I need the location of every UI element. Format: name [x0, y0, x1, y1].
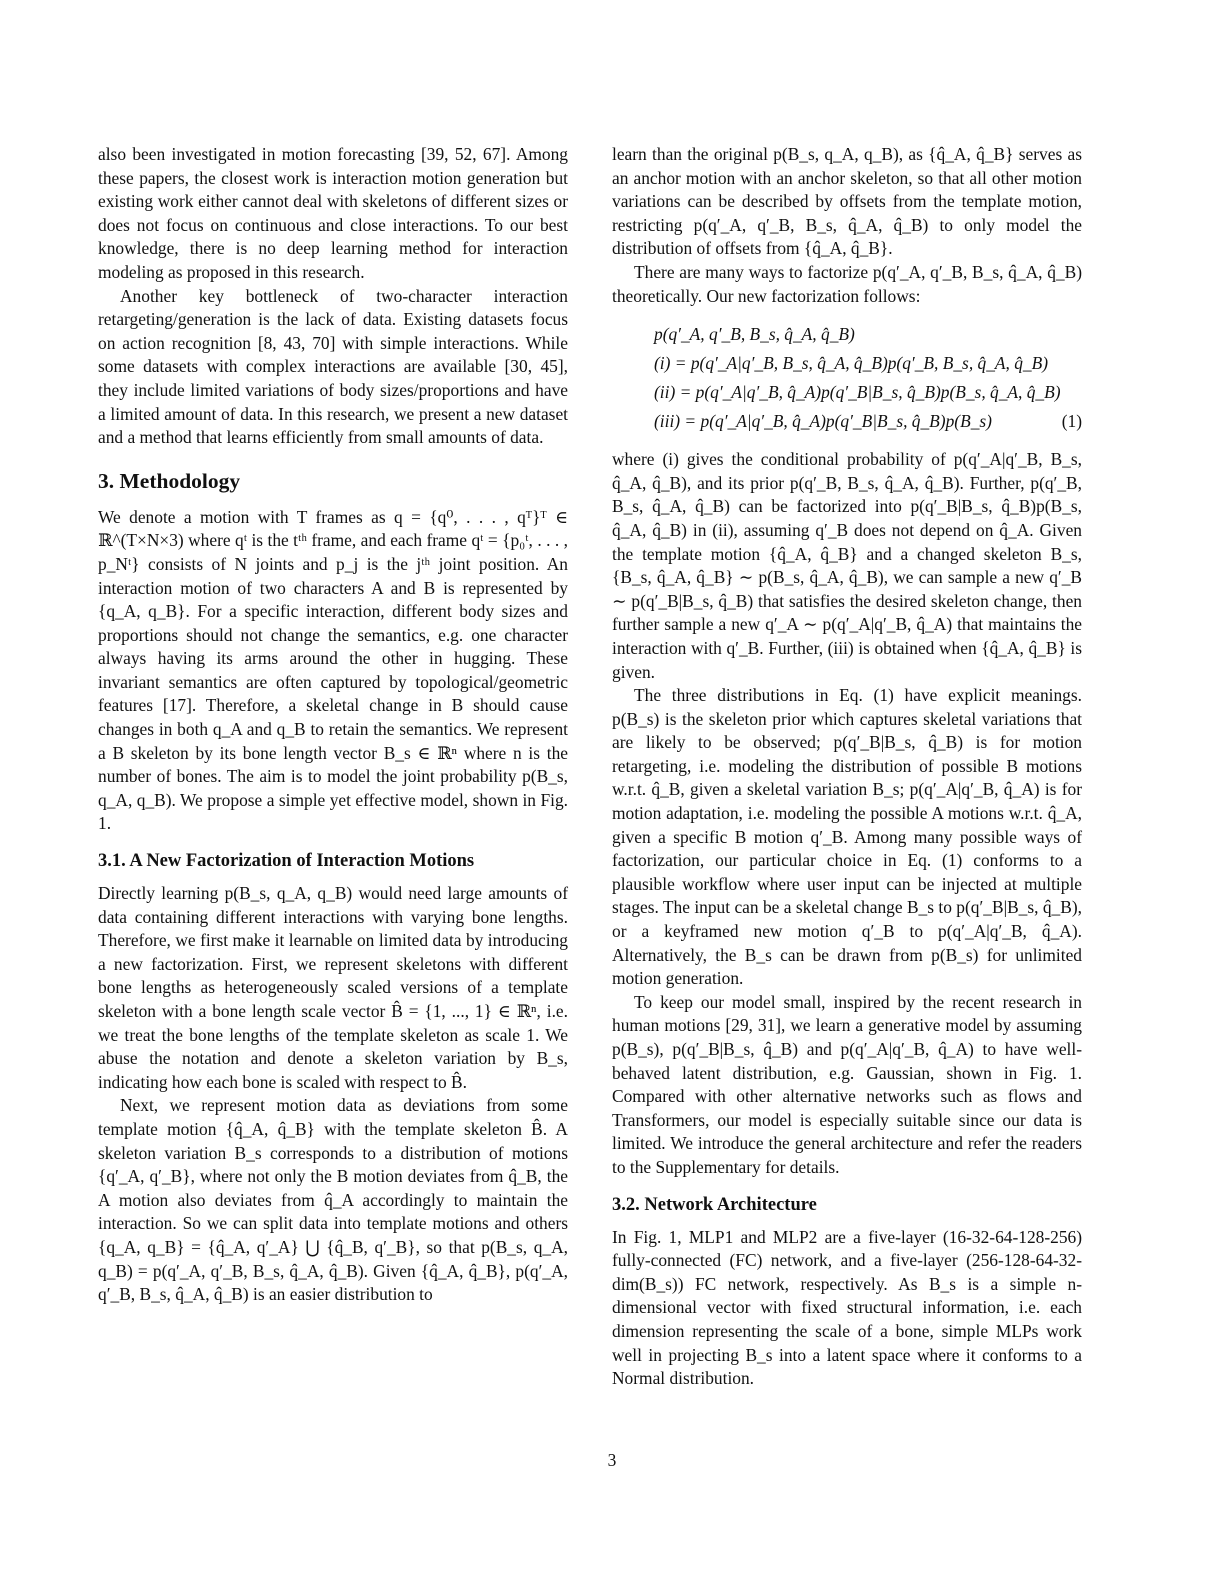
subsection-title: 3.1. A New Factorization of Interaction Motions [98, 851, 475, 872]
paragraph: To keep our model small, inspired by the recent research in human motions [29, 31], we learn a generative model by assuming p(B_s), p(q′_B|B_s, q̂_B) and p(q′_A|q′_B, q̂_A) to have well-behaved latent distribution, e.g. Gaussian, shown in Fig. 1. Compared with other alternative networks such as flows and Transformers, our model is especially suitable since our data is limited. We introduce the general architecture and refer the readers to the Supplementary for details. [612, 991, 1082, 1177]
paragraph: Another key bottleneck of two-character interaction retargeting/generation is the lack of data. Existing datasets focus on action recognition [8, 43, 70] with simple interactions. While some datasets with complex interactions are available [30, 45], they include limited variations of body sizes/proportions and have a limited amount of data. In this research, we present a new dataset and a method that learns efficiently from small amounts of data. [98, 285, 568, 448]
subsection-title: 3.2. Network Architecture [612, 1194, 817, 1215]
paragraph: The three distributions in Eq. (1) have explicit meanings. p(B_s) is the skeleton prior which captures skeletal variations that are likely to be observed; p(q′_B|B_s, q̂_B) is for motion retargeting, i.e. modeling the distribution of possible B motions w.r.t. q̂_B, given a skeletal variation B_s; p(q′_A|q′_B, q̂_A) is for motion adaptation, i.e. modeling the possible A motions w.r.t. q̂_A, given a specific B motion q′_B. Among many possible ways of factorization, our particular choice in Eq. (1) conforms to a plausible workflow where user input can be injected at multiple stages. The input can be a skeletal change B_s to p(q′_B|B_s, q̂_B), or a keyframed new motion q′_B to p(q′_A|q′_B, q̂_A). Alternatively, the B_s can be drawn from p(B_s) for unlimited motion generation. [612, 685, 1082, 989]
equation-line: p(q′_A, q′_B, B_s, q̂_A, q̂_B) [654, 324, 855, 345]
paragraph: learn than the original p(B_s, q_A, q_B), as {q̂_A, q̂_B} serves as an anchor motion with an anchor skeleton, so that all other motion variations can be described by offsets from the template motion, restricting p(q′_A, q′_B, B_s, q̂_A, q̂_B) to only model the distribution of offsets from {q̂_A, q̂_B}. [612, 144, 1082, 259]
paragraph: In Fig. 1, MLP1 and MLP2 are a five-layer (16-32-64-128-256) fully-connected (FC) network, and a five-layer (256-128-64-32-dim(B_s)) FC network, respectively. As B_s is a simple n-dimensional vector with fixed structural information, i.e. each dimension representing the scale of a bone, simple MLPs work well in projecting B_s into a latent space where it conforms to a Normal distribution. [612, 1226, 1082, 1389]
paragraph: We denote a motion with T frames as q = {q⁰, . . . , qᵀ}ᵀ ∈ ℝ^(T×N×3) where qᵗ is the tᵗʰ frame, and each frame qᵗ = {p₀ᵗ, . . . , p_Nᵗ} consists of N joints and p_j is the jᵗʰ joint position. An interaction motion of two characters A and B is represented by {q_A, q_B}. For a specific interaction, different body sizes and proportions should not change the semantics, e.g. one character always having its arms around the other in hugging. These invariant semantics are often captured by topological/geometric features [17]. Therefore, a skeletal change in B should cause changes in both q_A and q_B to retain the semantics. We represent a B skeleton by its bone length vector B_s ∈ ℝⁿ where n is the number of bones. The aim is to model the joint probability p(B_s, q_A, q_B). We propose a simple yet effective model, shown in Fig. 1. [98, 506, 568, 834]
page-number: 3 [607, 1450, 617, 1470]
equation-line-last [612, 407, 1082, 436]
left-column [98, 143, 568, 1307]
equation-text: (iii) = p(q′_A|q′_B, q̂_A)p(q′_B|B_s, q̂_B)p(B_s) [654, 411, 992, 432]
paragraph: Next, we represent motion data as deviations from some template motion {q̂_A, q̂_B} with the template skeleton B̂. A skeleton variation B_s corresponds to a distribution of motions {q′_A, q′_B}, where not only the B motion deviates from q̂_B, the A motion also deviates from q̂_A accordingly to maintain the interaction. So we can split data into template motions and others {q_A, q_B} = {q̂_A, q′_A} ⋃ {q̂_B, q′_B}, so that p(B_s, q_A, q_B) = p(q′_A, q′_B, B_s, q̂_A, q̂_B). Given {q̂_A, q̂_B}, p(q′_A, q′_B, B_s, q̂_A, q̂_B) is an easier distribution to [98, 1095, 568, 1305]
paragraph: There are many ways to factorize p(q′_A, q′_B, B_s, q̂_A, q̂_B) theoretically. Our new factorization follows: [612, 261, 1082, 306]
equation-block [612, 320, 1082, 436]
right-column [612, 143, 1082, 1391]
paragraph: Directly learning p(B_s, q_A, q_B) would need large amounts of data containing different interactions with varying bone lengths. Therefore, we first make it learnable on limited data by introducing a new factorization. First, we represent skeletons with different bone lengths as heterogeneously scaled versions of a template skeleton with a bone length scale vector B̂ = {1, ..., 1} ∈ ℝⁿ, i.e. we treat the bone lengths of the template skeleton as scale 1. We abuse the notation and denote a skeleton variation by B_s, indicating how each bone is scaled with respect to B̂. [98, 883, 568, 1092]
section-title: 3. Methodology [98, 468, 241, 493]
paragraph: also been investigated in motion forecasting [39, 52, 67]. Among these papers, the closest work is interaction motion generation but existing work either cannot deal with skeletons of different sizes or does not focus on continuous and close interactions. To our best knowledge, there is no deep learning method for interaction modeling as proposed in this research. [98, 144, 568, 282]
equation-number: (1) [1061, 411, 1082, 432]
equation-line: (i) = p(q′_A|q′_B, B_s, q̂_A, q̂_B)p(q′_B, B_s, q̂_A, q̂_B) [654, 353, 1049, 374]
paragraph: where (i) gives the conditional probability of p(q′_A|q′_B, B_s, q̂_A, q̂_B), and its prior p(q′_B, B_s, q̂_A, q̂_B). Further, p(q′_B, B_s, q̂_A, q̂_B) can be factorized into p(q′_B|B_s, q̂_B)p(B_s, q̂_A, q̂_B) in (ii), assuming q′_B does not depend on q̂_A. Given the template motion {q̂_A, q̂_B} and a changed skeleton B_s, {B_s, q̂_A, q̂_B} ∼ p(B_s, q̂_A, q̂_B), we can sample a new q′_B ∼ p(q′_B|B_s, q̂_B) that satisfies the desired skeleton change, then further sample a new q′_A ∼ p(q′_A|q′_B, q̂_A) that maintains the interaction with q′_B. Further, (iii) is obtained when {q̂_A, q̂_B} is given. [612, 449, 1082, 682]
equation-line: (ii) = p(q′_A|q′_B, q̂_A)p(q′_B|B_s, q̂_B)p(B_s, q̂_A, q̂_B) [654, 382, 1061, 403]
